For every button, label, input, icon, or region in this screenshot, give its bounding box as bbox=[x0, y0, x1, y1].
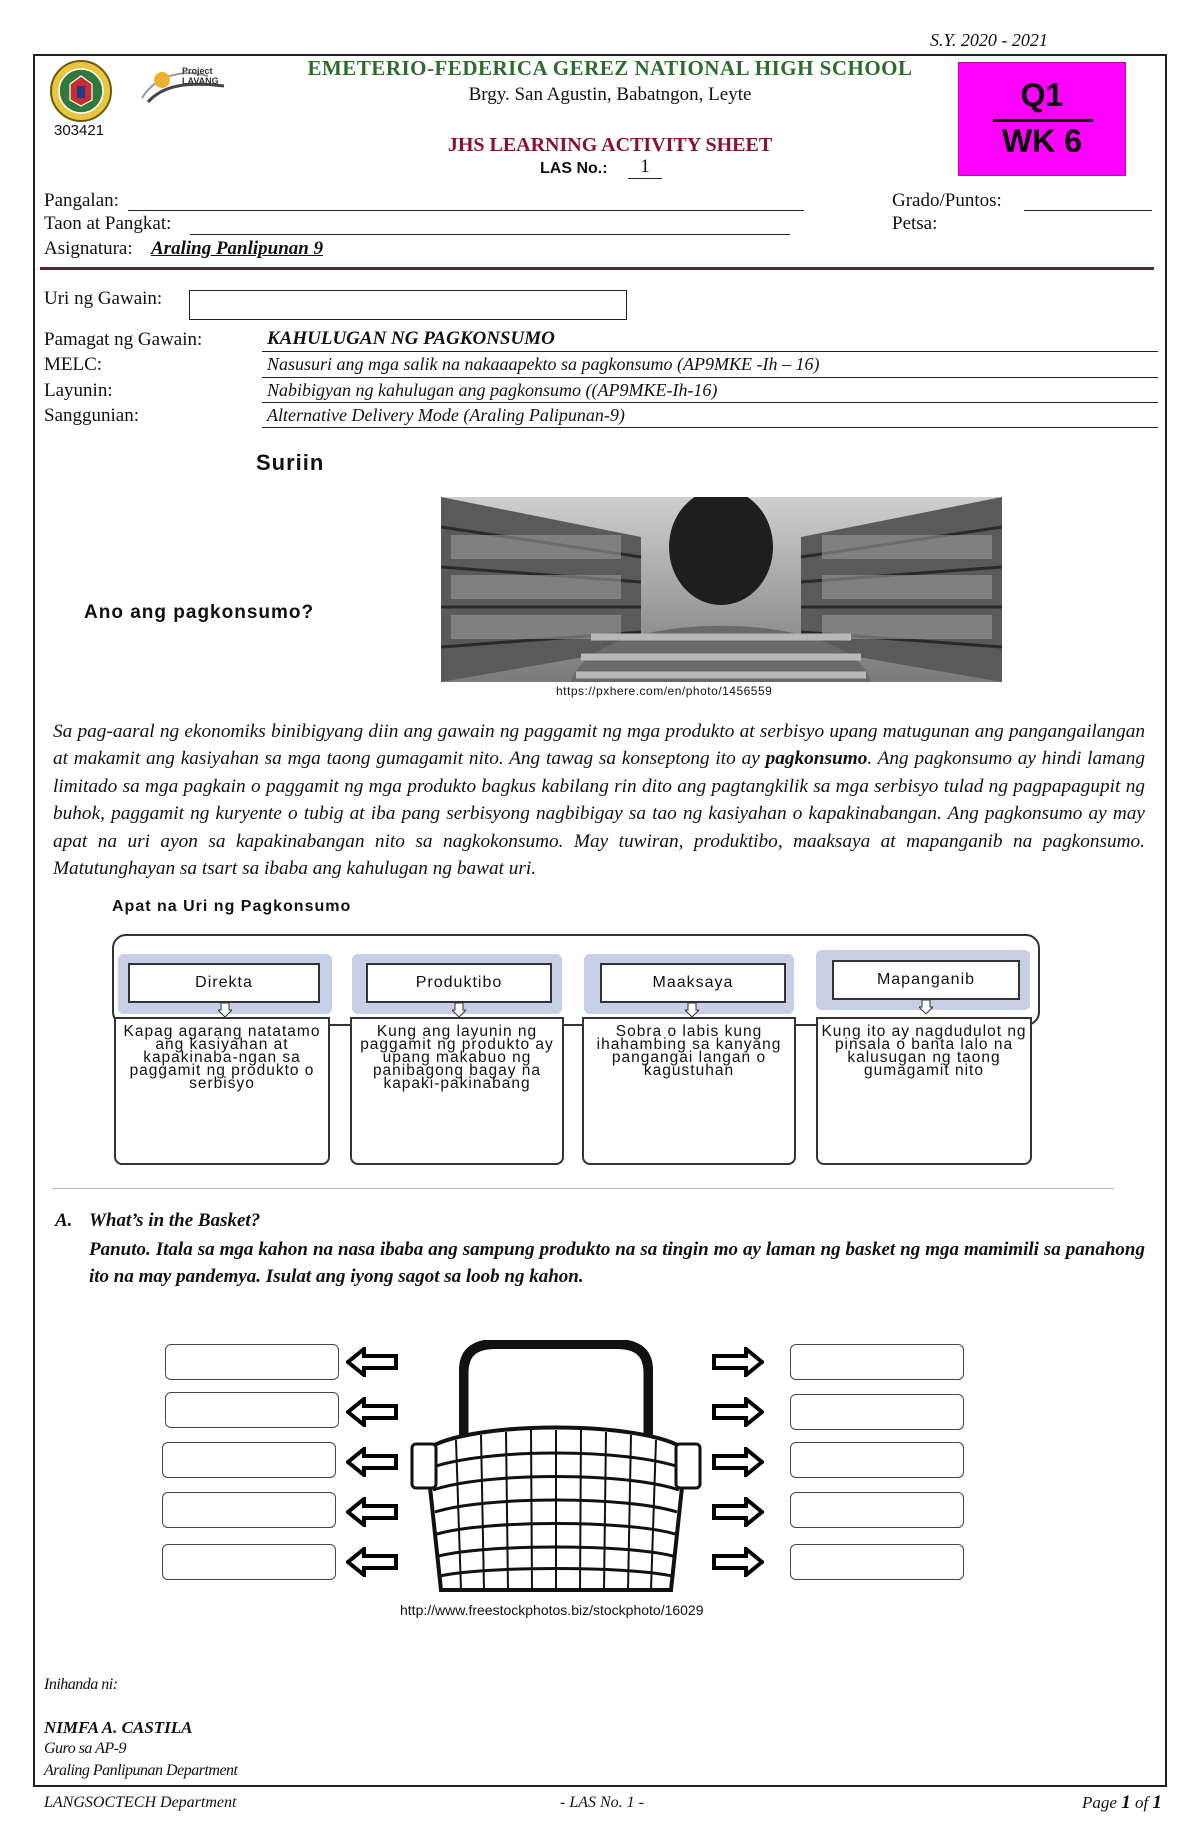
type-desc-mapanganib: Kung ito ay nagdudulot ng pinsala o banta lalo na kalusugan ng taong gumagamit nito bbox=[816, 1017, 1032, 1165]
suriin-paragraph bbox=[53, 718, 1145, 882]
footer-las-number: - LAS No. 1 - bbox=[560, 1794, 644, 1811]
page-word: Page bbox=[1082, 1793, 1117, 1812]
activity-type-field[interactable] bbox=[189, 290, 627, 320]
left-arrow-icon bbox=[346, 1347, 398, 1377]
down-arrow-icon bbox=[919, 1000, 933, 1014]
paragraph-part1: Sa pag-aaral ng ekonomiks binibigyang diin ang gawain ng paggamit ng mga produkto at serbisyo upang matugunan ang pangangailangan at makamit ang kasiyahan sa mga taong gumagamit nito. Ang tawag sa konseptong ito ay bbox=[53, 721, 1145, 770]
quarter-week-banner bbox=[958, 62, 1126, 176]
answer-box-10[interactable] bbox=[790, 1544, 964, 1580]
sheet-title: JHS LEARNING ACTIVITY SHEET bbox=[447, 134, 773, 156]
las-number: 1 bbox=[628, 156, 662, 179]
objective-value: Nabibigyan ng kahulugan ang pagkonsumo ((AP9MKE-Ih-16) bbox=[267, 380, 718, 400]
section-divider bbox=[52, 1188, 1114, 1189]
activity-a-title: What’s in the Basket? bbox=[89, 1210, 261, 1231]
types-chart-title: Apat na Uri ng Pagkonsumo bbox=[112, 898, 357, 916]
suriin-question: Ano ang pagkonsumo? bbox=[84, 602, 315, 623]
las-label: LAS No.: bbox=[540, 160, 608, 177]
type-desc-direkta: Kapag agarang natatamo ang kasiyahan at kapakinaba-ngan sa paggamit ng produkto o serbisyo bbox=[114, 1017, 330, 1165]
school-seal-icon bbox=[50, 60, 112, 122]
prepared-by-label: Inihanda ni: bbox=[44, 1676, 118, 1693]
left-arrow-icon bbox=[346, 1547, 398, 1577]
melc-value: Nasusuri ang mga salik na nakaaapekto sa pagkonsumo (AP9MKE -Ih – 16) bbox=[267, 354, 820, 374]
right-arrow-icon bbox=[712, 1447, 764, 1477]
reference-label: Sanggunian: bbox=[44, 405, 139, 426]
answer-box-3[interactable] bbox=[162, 1442, 336, 1478]
photo-credit: https://pxhere.com/en/photo/1456559 bbox=[556, 684, 773, 698]
preparer-name: NIMFA A. CASTILA bbox=[44, 1718, 193, 1737]
right-arrow-icon bbox=[712, 1397, 764, 1427]
preparer-position: Guro sa AP-9 bbox=[44, 1740, 126, 1757]
melc-rule bbox=[262, 377, 1158, 378]
supermarket-photo bbox=[441, 497, 1002, 682]
school-address: Brgy. San Agustin, Babatngon, Leyte bbox=[468, 84, 752, 105]
subject-label: Asignatura: bbox=[44, 238, 133, 259]
activity-type-label: Uri ng Gawain: bbox=[44, 288, 163, 309]
year-section-label: Taon at Pangkat: bbox=[44, 213, 172, 234]
left-arrow-icon bbox=[346, 1397, 398, 1427]
banner-divider bbox=[993, 119, 1093, 122]
week-label: WK 6 bbox=[1002, 123, 1082, 159]
paragraph-bold-term: pagkonsumo bbox=[765, 748, 868, 770]
footer-page bbox=[1082, 1792, 1162, 1814]
type-name-produktibo: Produktibo bbox=[366, 963, 552, 1003]
answer-box-6[interactable] bbox=[790, 1344, 964, 1380]
date-label: Petsa: bbox=[892, 213, 938, 234]
melc-label: MELC: bbox=[44, 354, 103, 375]
answer-box-1[interactable] bbox=[165, 1344, 339, 1380]
activity-title-value: KAHULUGAN NG PAGKONSUMO bbox=[267, 328, 555, 349]
right-arrow-icon bbox=[712, 1347, 764, 1377]
left-arrow-icon bbox=[346, 1497, 398, 1527]
preparer-department: Araling Panlipunan Department bbox=[44, 1762, 238, 1779]
activity-a-instructions: Panuto. Itala sa mga kahon na nasa ibaba ang sampung produkto na sa tingin mo ay laman ng basket ng mga mamimili sa panahong ito na may pandemya. Isulat ang iyong sagot sa loob ng kahon. bbox=[89, 1239, 1145, 1287]
page-total: 1 bbox=[1152, 1792, 1162, 1813]
answer-box-2[interactable] bbox=[165, 1392, 339, 1428]
name-field[interactable] bbox=[128, 210, 804, 211]
answer-box-7[interactable] bbox=[790, 1394, 964, 1430]
answer-box-9[interactable] bbox=[790, 1492, 964, 1528]
grade-label: Grado/Puntos: bbox=[892, 190, 1002, 211]
reference-rule bbox=[262, 427, 1158, 428]
basket-illustration bbox=[406, 1340, 706, 1600]
left-arrow-icon bbox=[346, 1447, 398, 1477]
type-name-maaksaya: Maaksaya bbox=[600, 963, 786, 1003]
school-year: S.Y. 2020 - 2021 bbox=[930, 30, 1048, 50]
year-section-field[interactable] bbox=[190, 234, 790, 235]
objective-label: Layunin: bbox=[44, 380, 113, 401]
title-rule bbox=[262, 351, 1158, 352]
type-name-direkta: Direkta bbox=[128, 963, 320, 1003]
objective-rule bbox=[262, 402, 1158, 403]
page-current: 1 bbox=[1121, 1792, 1131, 1813]
activity-a-letter: A. bbox=[55, 1210, 73, 1231]
paragraph-part2: . Ang pagkonsumo ay hindi lamang limitado sa mga pagkain o paggamit ng mga produkto bagkus kabilang rin dito ang pagtangkilik sa mga serbisyo tulad ng pagpapagupit ng buhok, paggamit ng kuryente o tubig at iba pang serbisyong nagbibigay sa tao ng kasiyahan o kapakinabangan. Ang pagkonsumo ay may apat na uri ayon sa kapakinabangan nito sa nagkokonsumo. May tuwiran, produktibo, maaksaya at mapanganib na pagkonsumo. Matutunghayan sa tsart sa ibaba ang kahulugan ng bawat uri. bbox=[53, 748, 1146, 880]
grade-field[interactable] bbox=[1024, 210, 1152, 211]
answer-box-5[interactable] bbox=[162, 1544, 336, 1580]
of-word: of bbox=[1134, 1793, 1149, 1812]
name-label: Pangalan: bbox=[44, 190, 119, 211]
down-arrow-icon bbox=[685, 1003, 699, 1017]
school-id: 303421 bbox=[54, 122, 105, 139]
type-desc-maaksaya: Sobra o labis kung ihahambing sa kanyang pangangai langan o kagustuhan bbox=[582, 1017, 796, 1165]
down-arrow-icon bbox=[452, 1003, 466, 1017]
basket-image-credit: http://www.freestockphotos.biz/stockphoto/16029 bbox=[400, 1602, 704, 1618]
type-desc-produktibo: Kung ang layunin ng paggamit ng produkto ay upang makabuo ng panibagong bagay na kapaki-pakinabang bbox=[350, 1017, 564, 1165]
reference-value: Alternative Delivery Mode (Araling Palipunan-9) bbox=[267, 405, 625, 425]
subject-value: Araling Panlipunan 9 bbox=[151, 238, 324, 259]
school-name: EMETERIO-FEDERICA GEREZ NATIONAL HIGH SCHOOL bbox=[307, 56, 913, 80]
footer-department: LANGSOCTECH Department bbox=[44, 1794, 237, 1811]
down-arrow-icon bbox=[218, 1003, 232, 1017]
activity-title-label: Pamagat ng Gawain: bbox=[44, 329, 203, 350]
header-rule bbox=[40, 267, 1154, 270]
answer-box-4[interactable] bbox=[162, 1492, 336, 1528]
type-name-mapanganib: Mapanganib bbox=[832, 960, 1020, 1000]
project-logo bbox=[138, 62, 230, 110]
right-arrow-icon bbox=[712, 1547, 764, 1577]
quarter-label: Q1 bbox=[1020, 77, 1064, 113]
right-arrow-icon bbox=[712, 1497, 764, 1527]
answer-box-8[interactable] bbox=[790, 1442, 964, 1478]
suriin-heading: Suriin bbox=[256, 450, 325, 475]
project-logo-text: Project LAVANG bbox=[182, 66, 219, 86]
